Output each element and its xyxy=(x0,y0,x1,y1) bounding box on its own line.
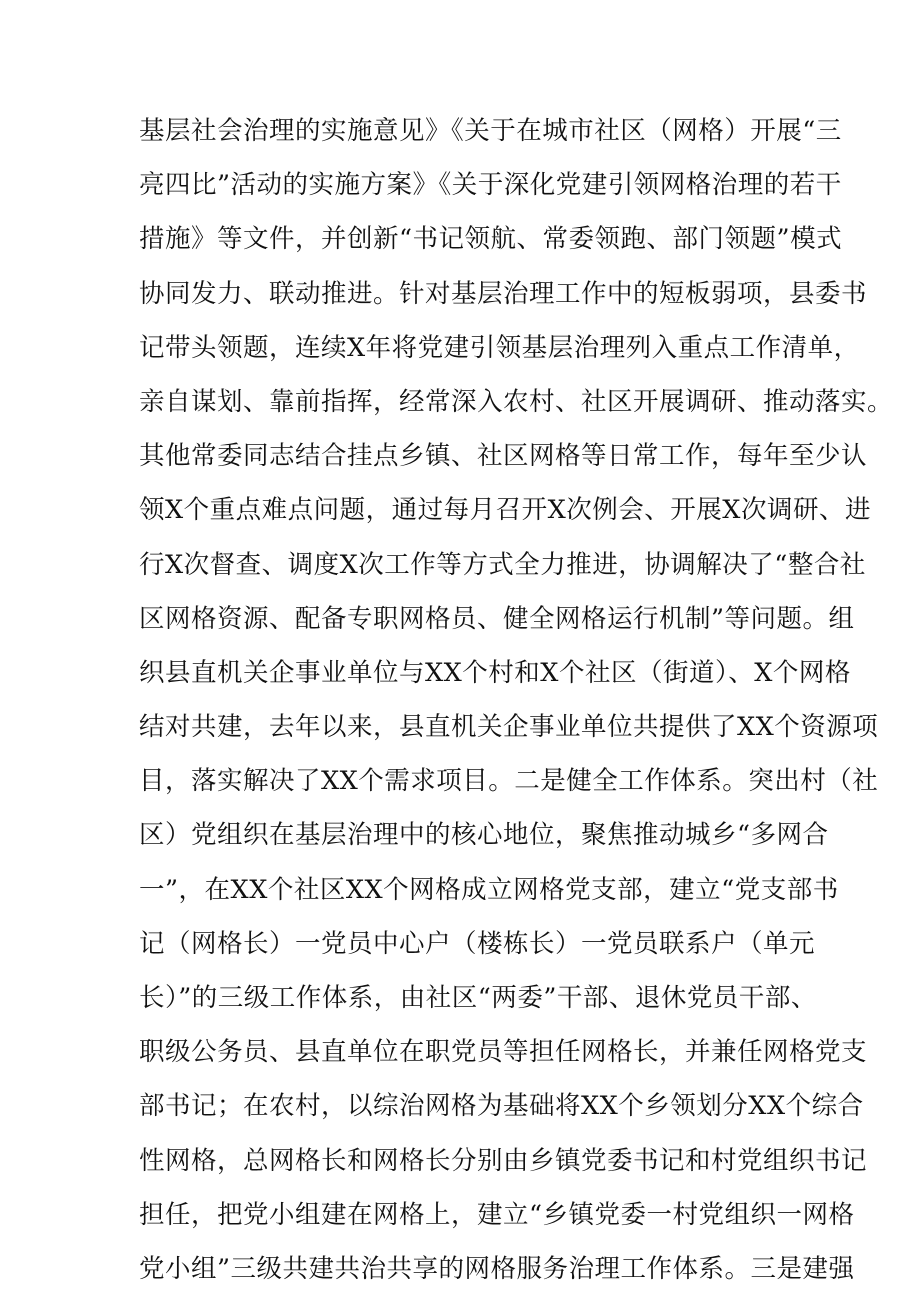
text-line-2: 亮四比”活动的实施方案》《关于深化党建引领网格治理的若干 xyxy=(139,170,842,201)
text-line-15: 一”，在XX个社区XX个网格成立网格党支部，建立“党支部书 xyxy=(139,874,839,905)
text-line-10: 区网格资源、配备专职网格员、健全网格运行机制”等问题。组 xyxy=(139,603,855,634)
body-text xyxy=(139,104,894,1296)
text-line-19: 部书记；在农村，以综治网格为基础将XX个乡领划分XX个综合 xyxy=(139,1091,864,1122)
text-line-22: 党小组”三级共建共治共享的网格服务治理工作体系。三是建强 xyxy=(139,1253,855,1284)
text-line-8: 领X个重点难点问题，通过每月召开X次例会、开展X次调研、进 xyxy=(139,495,871,526)
text-line-21: 担任，把党小组建在网格上，建立“乡镇党委一村党组织一网格 xyxy=(139,1199,855,1230)
text-line-16: 记（网格长）一党员中心户（楼栋长）一党员联系户（单元 xyxy=(139,928,816,959)
text-line-5: 记带头领题，连续X年将党建引领基层治理列入重点工作清单， xyxy=(139,332,860,363)
text-line-11: 织县直机关企事业单位与XX个村和X个社区（街道）、X个网格 xyxy=(139,657,851,688)
text-line-3: 措施》等文件，并创新“书记领航、常委领跑、部门领题”模式 xyxy=(139,224,843,255)
text-line-20: 性网格，总网格长和网格长分别由乡镇党委书记和村党组织书记 xyxy=(139,1145,868,1176)
text-line-18: 职级公务员、县直单位在职党员等担任网格长，并兼任网格党支 xyxy=(139,1037,868,1068)
text-line-7: 其他常委同志结合挂点乡镇、社区网格等日常工作，每年至少认 xyxy=(139,441,868,472)
text-line-6: 亲自谋划、靠前指挥，经常深入农村、社区开展调研、推动落实。 xyxy=(139,386,894,417)
text-line-1: 基层社会治理的实施意见》《关于在城市社区（网格）开展“三 xyxy=(139,116,842,146)
text-line-17: 长）”的三级工作体系，由社区“两委”干部、退休党员干部、 xyxy=(139,983,817,1013)
text-line-9: 行X次督查、调度X次工作等方式全力推进，协调解决了“整合社 xyxy=(139,549,866,580)
text-line-12: 结对共建，去年以来，县直机关企事业单位共提供了XX个资源项 xyxy=(139,712,879,743)
text-line-13: 目，落实解决了XX个需求项目。二是健全工作体系。突出村（社 xyxy=(139,766,879,797)
text-line-4: 协同发力、联动推进。针对基层治理工作中的短板弱项，县委书 xyxy=(139,278,868,309)
text-line-14: 区）党组织在基层治理中的核心地位，聚焦推动城乡“多网合 xyxy=(139,820,829,851)
